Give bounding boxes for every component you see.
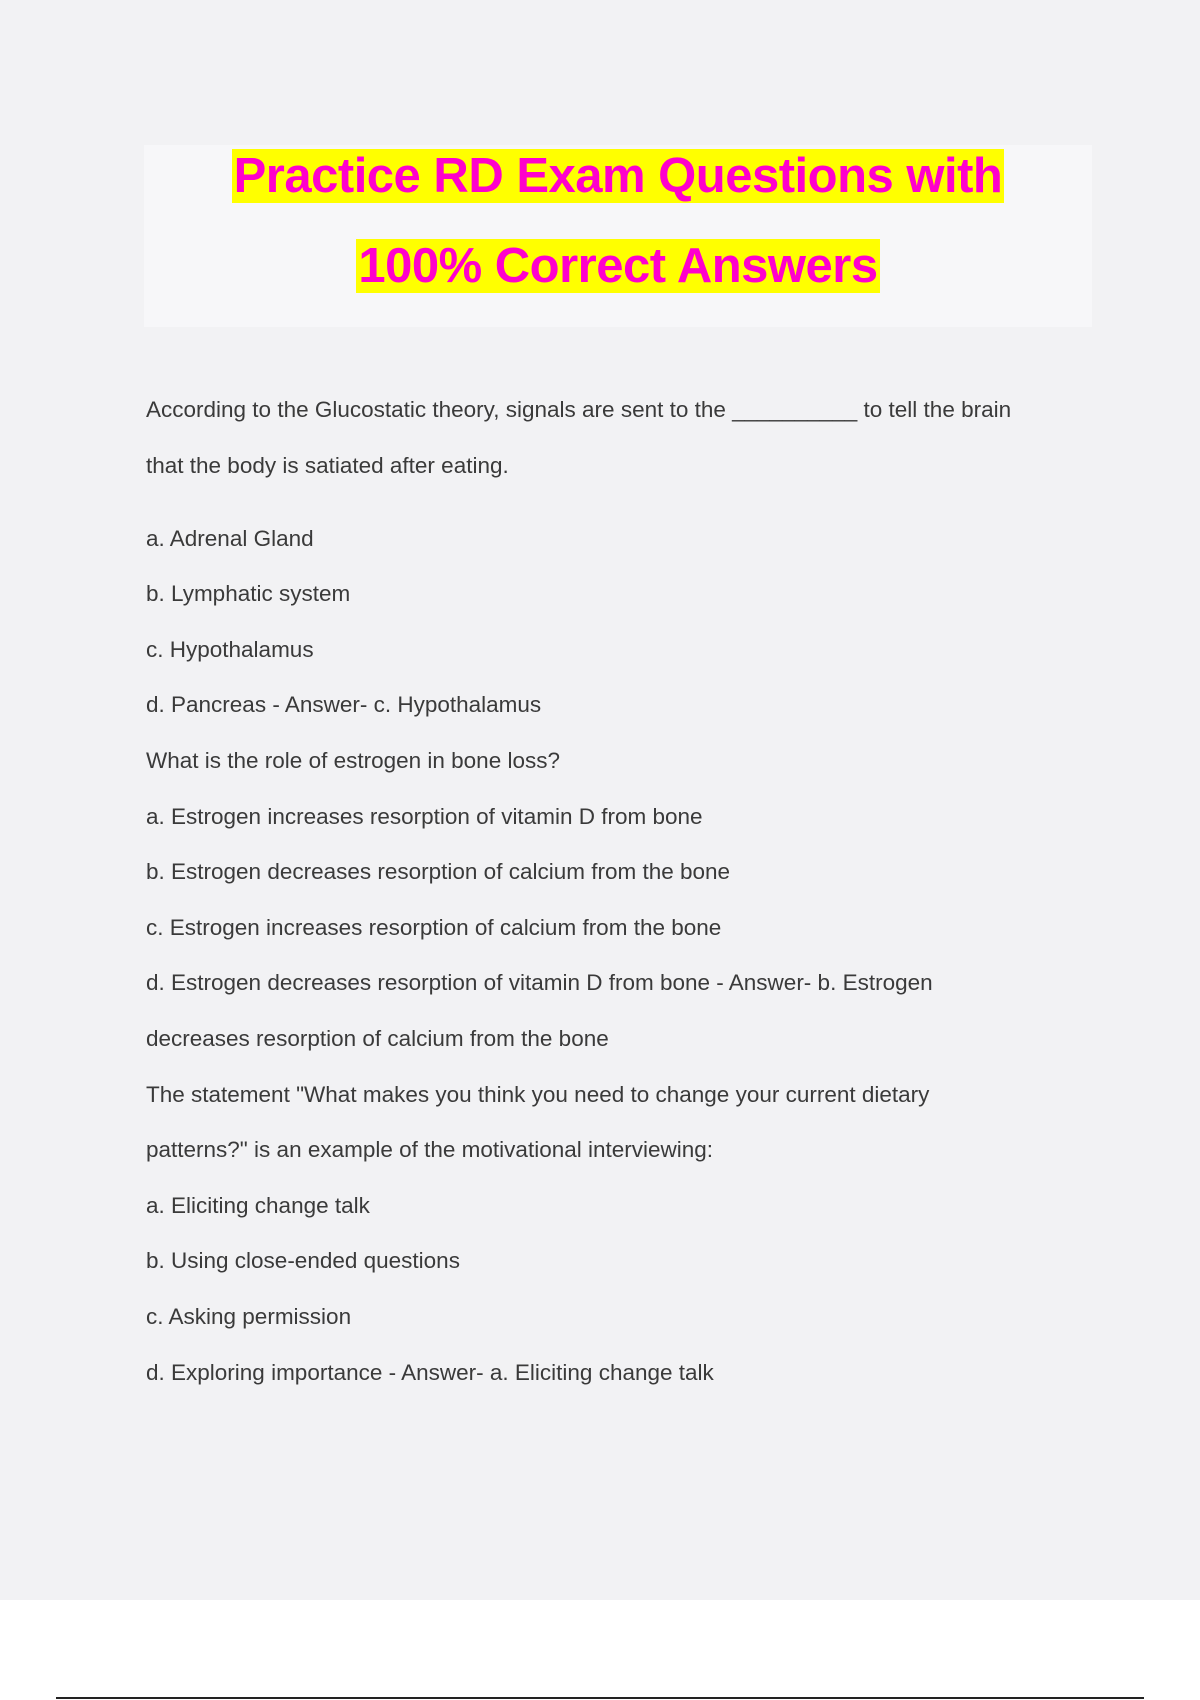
- document-title-line-1: [144, 147, 1092, 205]
- question-1-option-d-answer: d. Pancreas - Answer- c. Hypothalamus: [146, 692, 542, 717]
- question-3-option-d-answer: d. Exploring importance - Answer- a. Eliciting change talk: [146, 1360, 714, 1385]
- question-2-option-c: c. Estrogen increases resorption of calcium from the bone: [146, 915, 722, 940]
- question-2-answer-continued: decreases resorption of calcium from the bone: [146, 1026, 609, 1051]
- footer-divider: [56, 1697, 1144, 1699]
- question-2-text-line-1: What is the role of estrogen in bone loss?: [146, 748, 560, 773]
- question-3-option-a: a. Eliciting change talk: [146, 1193, 370, 1218]
- question-1-option-c: c. Hypothalamus: [146, 637, 314, 662]
- question-3-text-line-1: The statement "What makes you think you need to change your current dietary: [146, 1082, 930, 1107]
- question-3-option-b: b. Using close-ended questions: [146, 1248, 460, 1273]
- document-title-line-2: [144, 237, 1092, 295]
- question-2-option-b: b. Estrogen decreases resorption of calcium from the bone: [146, 859, 731, 884]
- question-2-option-a: a. Estrogen increases resorption of vitamin D from bone: [146, 804, 703, 829]
- title-box: [144, 145, 1092, 327]
- title-highlight-1: Practice RD Exam Questions with: [233, 149, 1003, 203]
- question-1-text-line-1: According to the Glucostatic theory, signals are sent to the __________ to tell the brain: [146, 397, 1012, 422]
- question-1-text-line-2: that the body is satiated after eating.: [146, 453, 509, 478]
- question-1-option-a: a. Adrenal Gland: [146, 526, 314, 551]
- question-1-option-b: b. Lymphatic system: [146, 581, 351, 606]
- question-2-option-d-answer: d. Estrogen decreases resorption of vitamin D from bone - Answer- b. Estrogen: [146, 970, 933, 995]
- title-highlight-2: 100% Correct Answers: [358, 239, 878, 293]
- question-3-text-line-2: patterns?" is an example of the motivational interviewing:: [146, 1137, 714, 1162]
- question-3-option-c: c. Asking permission: [146, 1304, 352, 1329]
